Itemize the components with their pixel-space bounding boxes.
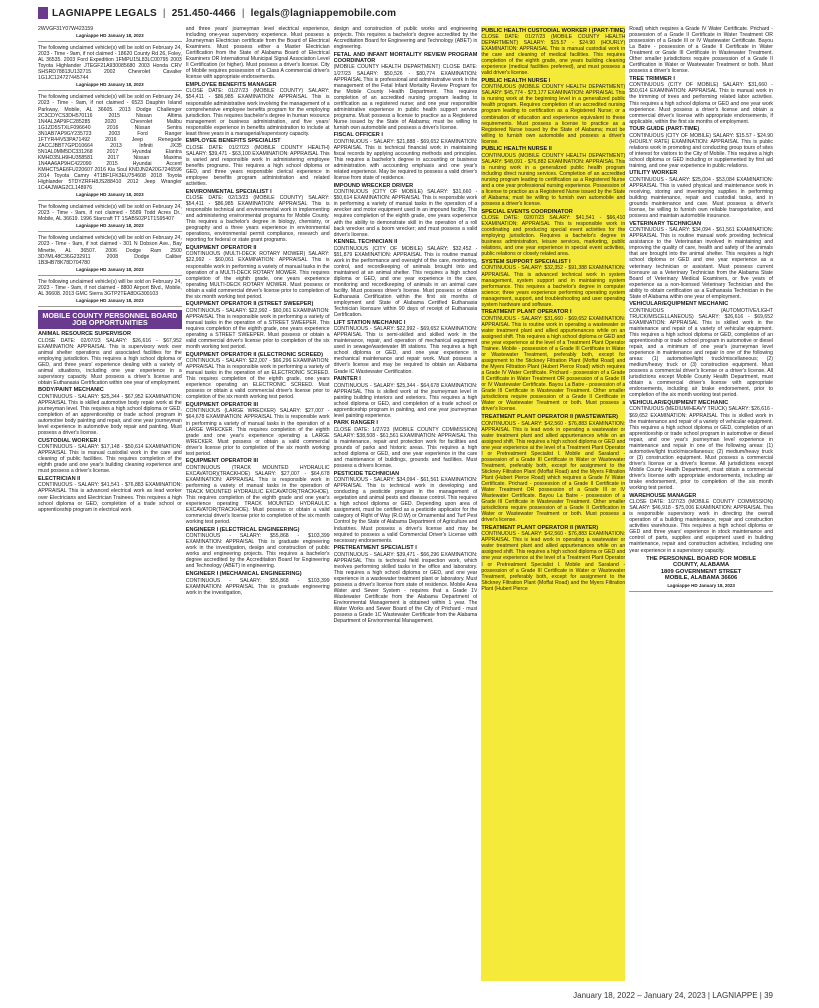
job-list (186, 82, 330, 596)
notice-credit: Lagniappe HD January 18, 2023 (38, 298, 182, 307)
job-description: CLOSE DATE: 02/13/23 (MOBILE COUNTY) SALARY: $54,411 - $86,985 EXAMINATION: APPRAISAL This is responsible technical and environmental work in implementing and administering environmental programs for Mobile County. This requires a bachelor's degree in biology, chemistry, or geography and a three years experience in environmental operations, environmental permit compliance, research and reporting for federal or state grant programs. (185, 195, 330, 244)
job-description: CONTINUOUS - SALARY: $21,888 - $69,652 EXAMINATION: APPRAISAL This is technical financial work in maintaining fiscal records by applying accounting methods and principles. This requires a bachelor's degree in accounting or business administration with accounting emphasis and one year's related experience. May be required to possess a valid driver's license from state of residence. (333, 138, 478, 182)
job-title: VEHICULAR/EQUIPMENT MECHANIC (629, 400, 729, 406)
masthead-section: LAGNIAPPE LEGALS (52, 7, 157, 19)
job-description: CLOSE DATE: 02/07/23 SALARY: $26,616 - $67,952 EXAMINATION: APPRAISAL This is supervisory work over animal shelter operations and associated facilities for the employing jurisdiction. This requires a high school diploma or GED, and three years' experience dealing with a variety of animal situations, including one year experience in a supervisory capacity. Must possess a driver's license and obtain Euthanasia Certification within one year of employment. (38, 337, 182, 386)
job-title: EQUIPMENT OPERATOR II (ELECTRONIC SCREED) (185, 351, 323, 358)
job-title: TREATMENT PLANT OPERATOR II (WASTEWATER) (481, 414, 619, 421)
notice-credit: Lagniappe HD January 18, 2023 (629, 583, 773, 592)
job-description: CONTINUOUS - SALARY: $31,660 - $69,652 EXAMINATION: APPRAISAL This is routine work in operating a wastewater or water treatment plant and allied appurtenances while on an assigned shift. This requires a high school diploma or GED and one year experience at the level of a Treatment Plant Operator Trainee. Mobile - possession of a Grade III Certificate in Water or Wastewater Treatment, preferably both, except for assignment to the Stickney Filtration Plant (Moffat Road) and the Myers Filtration Plant (Hubert Pierce Road) which requires a Grade IV Water Certificate. Prichard - possession of a Grade II Certificate in Water Treatment OR possession of a Grade III or IV Wastewater Certificate. Bayou La Batre - possession of a Grade III Certificate in Wastewater Treatment. Other smaller jurisdictions require possession of a Grade II Certificate in Water or Wastewater Treatment or both. Must possess a driver's license. (481, 315, 626, 413)
job-description: CLOSE DATE: 1/27/23 (MOBILE COUNTY COMMISSION) SALARY: $38,508 - $61,561 EXAMINATION: APPRAISAL This is maintenance, repair and protection work for facilities and grounds of parks and historic areas. This requires a high school diploma or GED, and one year experience in the care and maintenance of buildings, grounds and facilities. Must possess a drivers license. (333, 426, 478, 470)
masthead-email[interactable]: legals@lagniappemobile.com (250, 7, 397, 19)
job-title: ENGINEER I (ELECTRICAL ENGINEERING) (185, 526, 300, 533)
masthead-separator: | (241, 7, 245, 19)
legal-notices-columns (38, 26, 773, 981)
job-description: CONTINUOUS (MEDIUM/HEAVY TRUCK) SALARY: $26,616 - $69,652 EXAMINATION: APPRAISAL This is skilled work in the maintenance and repair of a variety of vehicular equipment. This requires a high school diploma or GED, completion of an apprenticeship or trade school program in automotive or diesel repair, and one year's journeyman level experience in maintenance and repair in one of the following areas: (1) automotive/light truck/miscellaneous; (2) medium/heavy truck or (3) construction equipment. Must possess a commercial driver's license or a driver's license. All jurisdictions except Mobile County Health Department, must obtain a commercial driver's license with appropriate endorsements, including air brake endorsement, prior to completion of the six month working test period. (629, 406, 773, 492)
notice-credit: Lagniappe HD January 18, 2023 (38, 223, 182, 232)
job-description: CONTINUOUS (CITY OF MOBILE) SALARY: $32,452 - $51,879 EXAMINATION: APPRAISAL This is routine manual work in the performance and oversight of the care, monitoring, control, and recordkeeping of animals brought into and maintained at an animal shelter. This requires a high school diploma or GED, and one year experience in the care, monitoring and recordkeeping of animals in an animal care facility. Must possess driver's license. Must possess or obtain Euthanasia Certification within the first six months of employment and State of Alabama Certified Euthanasia Technician licensure within 90 days of receipt of Euthanasia Certification. (333, 245, 478, 319)
job-description: CONTINUOUS (CITY OF MOBILE) SALARY: $15.57 - $24.90 (HOURLY RATE) EXAMINATION: APPRAISAL This is public relations work in promoting and conducting group tours of sites of interest for visitors to the City of Mobile. This requires a high school diploma or GED including or supplemented by first aid training, and one year experience in public relations. (629, 132, 773, 169)
job-description: CONTINUOUS - SALARY: $41,541 - $76,883 EXAMINATION: APPRAISAL This is advanced electrical work as lead worker over Electricians and Electrician Trainees. This requires a high school diploma or GED, completion of a trade school or apprenticeship program in electrical work (38, 482, 182, 513)
job-title: EQUIPMENT OPERATOR II (185, 244, 257, 251)
job-title: TREATMENT PLANT OPERATOR I (481, 309, 572, 316)
job-title: EQUIPMENT OPERATOR III (185, 401, 259, 408)
job-description: CONTINUOUS - SALARY: $22,992 - $60,061 EXAMINATION: APPRAISAL This is responsible work in performing a variety of manual tasks in the operation of a STREET SWEEPER. This requires completion of the eighth grade, one years experience operating a STREET SWEEPER. Must possess or obtain a valid commercial driver's license prior to completion of the six month working test period. (185, 307, 330, 351)
job-title: TREATMENT PLANT OPERATOR II (WATER) (481, 524, 599, 531)
vehicle-notice: The following unclaimed vehicle(s) will be sold on February 24, 2023 - Time - 9am, if not claimed - 301 N Dobson Ave., Bay Minette, AL 36507. 2006 Dodge Ram 2500 3D7ML48C36G232911 2008 Dodge Caliber 1B3HB78K78D704780 (38, 235, 182, 266)
column-3 (334, 26, 478, 981)
job-description: CONTINUOUS (MULTI-DECK ROTARY MOWER) SALARY: $22,992 - $60,061 EXAMINATION: APPRAISAL This is responsible work in performing a variety of manual tasks in the operation of a MULTI-DECK ROTARY MOWER. This requires completion of the eighth grade, one years experience operating MULTI-DECK ROTARY MOWER. Must possess or obtain a valid commercial driver's license prior to completion of the six month working test period. (185, 251, 330, 300)
job-description: CONTINUOUS - SALARY: $32,352 - $91,388 EXAMINATION: APPRAISAL This is advanced technical work in system management, system support and in maintaining system performance. This requires a bachelor's degree in computer science; three years experience performing operating system management, support, and troubleshooting and user operating system hardware and software. (481, 265, 626, 308)
column-lead-text: Road) which requires a Grade IV Water Certificate. Prichard - possession of a Grade II Certificate in Water Treatment OR possession of a Grade III or IV Wastewater Certificate. Bayou La Batre - possession of a Grade II Certificate in Water Treatment or Grade III Certificate in Wastewater Treatment. Other smaller jurisdictions require possession of a Grade II Certification in Water or Wastewater Treatment or both. Must possess a driver's license. (629, 26, 773, 75)
vehicle-notice: The following unclaimed vehicle(s) will be sold on February 24, 2023 - Time - 9am, if not claimed - 8800 Airport Blvd., Mobile, AL 36608. 2013 GMC Sierra 3GTP2TEA8DG300103 (38, 278, 182, 297)
vehicle-notices (38, 45, 182, 307)
column-lead-text: 2WVGF31Y07W423159 (38, 26, 94, 32)
job-description: CONTINUOUS - SALARY: $34,094 - $61,561 EXAMINATION: APPRAISAL This is routine manual work providing technical assistance to the Veterinarian involved in maintaining and improving the quality of care, health and safety of the animals that are brought into the animal shelter. This requires a high school diploma or GED and one year experience as a veterinary technician or assistant. Must possess current licensure as a Veterinary Technician from the Alabama State Board of Veterinary Medical Examiners, or five years of experience as a non-licensed Veterinary Technician and the ability to obtain certification as a Euthanasia Technician in the State of Alabama within one year of employment. (629, 227, 773, 300)
job-title: EMPLOYEE BENEFITS SPECIALIST (185, 138, 281, 145)
masthead (0, 0, 819, 26)
job-description: CONTINUOUS (CITY OF MOBILE) SALARY: $31,660 - $50,614 EXAMINATION: APPRAISAL This is responsible work in performing a variety of manual tasks in the operation of a wrecker and motor equipment used in an impound facility. This requires completion of the eighth grade, one years experience with the ability to demonstrate skill in the operation of a roll back wrecker and a boom wrecker; and must possess a valid driver's license. (333, 189, 478, 238)
job-title: EQUIPMENT OPERATOR III (185, 458, 259, 465)
job-title: TREE TRIMMER I (629, 75, 675, 82)
job-title: ANIMAL RESOURCE SUPERVISOR (38, 331, 132, 338)
job-description: CONTINUOUS - SALARY: $25,004 - $53,084 EXAMINATION: APPRAISAL This is varied physical and maintenance work in receiving, storing and inventorying supplies in performing building maintenance, repair and custodial tasks, and in grounds maintenance and care. Must possess a driver's license, be willing to furnish own reliable transportation, and possess and maintain automobile insurance. (629, 176, 773, 220)
personnel-board-banner: MOBILE COUNTY PERSONNEL BOARD JOB OPPORTUNITIES (38, 310, 182, 329)
job-list (38, 331, 182, 513)
job-description: CONTINUOUS - SALARY: $22,007 - $66,296 EXAMINATION: APPRAISAL This is responsible work in performing a variety of manual tasks in the operation of an ELECTRONIC SCREED. This requires completion of the eighth grade, one years experience operating an ELECTRONIC SCREED. Must possess or obtain a valid commercial driver's license prior to completion of the six month working test period. (185, 358, 330, 401)
job-title: PARK RANGER I (333, 420, 378, 427)
job-title: VEHICULAR/EQUIPMENT MECHANIC (629, 301, 729, 308)
job-title: EMPLOYEE BENEFITS MANAGER (185, 81, 277, 88)
job-list (629, 76, 773, 554)
page-footer: January 18, 2022 – January 24, 2023 | LAGNIAPPE | 39 (573, 991, 773, 1000)
job-title: ENVIRONMENTAL SPECIALIST I (185, 188, 272, 195)
notice-credit: Lagniappe HD January 18, 2023 (38, 33, 182, 42)
job-description: CONTINUOUS (CITY OF MOBILE) SALARY: $31,660 - $50,614 EXAMINATION: APPRAISAL This is manual work in the trimming of trees and performing related labor activities. This requires a high school diploma or GED and one year work experience. Must possess a driver's license and obtain a commercial driver's license with appropriate endorsements, if applicable, within the first six months of employment. (629, 82, 773, 125)
masthead-separator: | (162, 7, 166, 19)
job-description: CONTINUOUS - SALARY: $42,560 - $76,883 EXAMINATION: APPRAISAL This is lead work in operating a wastewater or water treatment plant and allied appurtenances while on an assigned shift. This requires a high school diploma or GED and one year experience at the level of a Treatment Plant Operator I or Pretreatment Specialist I. Mobile and Saraland - possession of a Grade III Certificate in Water or Wastewater Treatment, preferably both, except for assignment to the Stickney Filtration Plant (Moffat Road) and the Myers Filtration Plant (Hubert Pierce Road) which requires a Grade IV Water Certificate. Prichard - possession of a Grade II Certificate in Water Treatment OR possession of a Grade III or IV Wastewater Certificate. Bayou La Batre - possession of a Grade III Certificate in Wastewater Treatment. Other smaller jurisdictions require possession of a Grade II Certification in Water or Wastewater Treatment or both. Must possess a driver's license. (481, 420, 626, 524)
job-description: CLOSE DATE: 01/27/23 (MOBILE COUNTY HEALTH) SALARY: $39,471 - $63,100 EXAMINATION: APPRAISAL This is varied and responsible work in administering employee benefits programs. This requires a high school diploma or GED, and three years responsible clerical experience in employee benefits program administration and related activities. (185, 144, 330, 188)
job-description: CONTINUOUS (MOBILE COUNTY HEALTH DEPARTMENT) SALARY: $45,774 - $73,177 EXAMINATION: APPRAISAL This is nursing work at the beginning level in a generalized public health program. Requires completion of an accredited nursing program leading to certification as a Registered Nurse; or a combination of education and experience equivalent to these requirements. Must possess a license to practice as a Registered Nurse issued by the State of Alabama; must be willing to furnish own automobile and possess a driver's license. (481, 84, 626, 145)
job-description: CONTINUOUS - SALARY: $25,344 - $64,678 EXAMINATION: APPRAISAL This is skilled work at the journeyman level in painting building interiors and exteriors. This requires a high school diploma or GED, and completion of a trade school or apprenticeship program in painting, and one year journeyman level painting experience. (333, 382, 478, 419)
job-title: PUBLIC HEALTH CUSTODIAL WORKER I (PART-TIME) (481, 27, 626, 34)
job-title: SPECIAL EVENTS COORDINATOR (481, 208, 573, 215)
job-description: CLOSE DATE: 1/27/23 (MOBILE COUNTY COMMISSION) SALARY: $46,918 - $75,006 EXAMINATION: APPRAISAL This is responsible supervisory work in directing the overall operation of a building maintenance, repair and construction activities warehouse. This requires a high school diploma or GED and three years' experience in stock maintenance and control of parts, supplies and equipment used in building maintenance, repair and construction activities, including one year experience in a supervisory capacity. (629, 499, 773, 554)
column-5 (629, 26, 773, 981)
job-title: PUBLIC HEALTH NURSE I (481, 77, 551, 84)
job-description: CLOSE DATE: 02/07/23 SALARY: $41,541 - $66,410 EXAMINATION: APPRAISAL This is responsible work in coordinating and producing special event activities for the employing jurisdiction. Requires a bachelor's degree in business administration, leisure services, marketing, public relations, and one year experience in special event activities, public relations or closely related area. (481, 215, 626, 258)
job-description: CONTINUOUS - SALARY: $55,868 - $103,399 EXAMINATION: APPRAISAL This is graduate engineering work in the investigation, (185, 577, 330, 596)
job-description: (MOBILE COUNTY HEALTH DEPARTMENT) CLOSE DATE: 1/27/23 SALARY: $50,526 - $80,774 EXAMINATION: APPRAISAL This is professional and administrative work in the management of the Fetal Infant Mortality Review Program for the Mobile County Health Department. This requires completion of an accredited nursing program leading to certification as a registered nurse; and one year responsible administrative experience in public health support service programs. Must possess a license to practice as a Registered Nurse issued by the State of Alabama; must be willing to furnish own automobile and possess a driver's license. (333, 64, 478, 131)
signoff-line: COUNTY, ALABAMA (673, 562, 730, 569)
job-description: CLOSE DATE: 01/27/23 (MOBILE COUNTY HEALTH DEPARTMENT) SALARY: $15.57 - $24.90 (HOURLY) EXAMINATION: APPRAISAL This is manual custodial work in the care and cleaning of medical facilities. This requires completion of the eighth grade, one years building cleaning experience (medical facilities preferred), and must possess a valid driver's license. (481, 33, 626, 77)
job-title: PRETREATMENT SPECIALIST I (333, 545, 417, 552)
signoff-line: 1809 GOVERNMENT STREET (660, 568, 742, 575)
job-title: EQUIPMENT OPERATOR II (STREET SWEEPER) (185, 301, 314, 308)
job-list (481, 28, 625, 592)
personnel-board-signoff (629, 556, 773, 582)
notice-credit: Lagniappe HD January 18, 2023 (38, 267, 182, 276)
job-title: IMPOUND WRECKER DRIVER (333, 182, 414, 189)
job-title: PUBLIC HEALTH NURSE II (481, 146, 552, 153)
notice-credit: Lagniappe HD January 18, 2023 (38, 82, 182, 91)
signoff-line: THE PERSONNEL BOARD FOR MOBILE (646, 555, 757, 562)
job-description: CONTINUOUS - SALARY: $55,868 - $103,399 EXAMINATION: APPRAISAL This is graduate engineering work in the investigation, design and construction of public works and engineering projects. This requires a bachelor's degree accredited by the Accreditation Board for Engineering and Technology (ABET) in engineering. (185, 533, 330, 570)
vehicle-notice: The following unclaimed vehicle(s) will be sold on February 24, 2023 - Time - 9am, if not claimed - 6523 Dauphin Island Parkway, Mobile, AL 36605. 2013 Dodge Challenger 2C3CDYCS3DH570116 2015 Nissan Altima 1N4AL3AP9FC285285 2020 Chevrolet Malibu 1G1ZD5STXLF096640 2016 Nissan Sentra 3N1AB7AP9GY235723 2003 Ford Ranger 1FTYR44V53PA71492 2016 Jeep Renegade ZACCJBBT7GPD10664 2013 Infiniti JX35 5N1AL0MM5DC331268 2017 Hyundai Elantra KMHD35LH9HU358581 2017 Nissan Maxima 1N4AA6AP9HC422090 2015 Hyundai Accent KMHCT5AE6FU220607 2016 Kia Soul KNDJN2A20G7246596 2014 Toyota Camry 4T1BF1FK3EU754608 2018 Toyota Highlander 5TDYZRFH8JS288410 2012 Jeep Wrangler 1C4AJWAG2CL148976 (38, 94, 182, 192)
signoff-line: MOBILE, ALABAMA 36606 (664, 575, 738, 582)
job-description: CONTINUOUS - SALARY: $22,992 - $69,652 EXAMINATION: APPRAISAL This is semi-skilled and skilled work in the maintenance, repair, and operation of mechanical equipment used in sewage/wastewater lift stations. This requires a high school diploma or GED, and one year experience in mechanical maintenance and repair work. Must possess a driver's license and may be required to obtain an Alabama Grade IC Wastewater Certification. (333, 326, 478, 375)
vehicle-notice: The following unclaimed vehicle(s) will be sold on February 24, 2023 - Time - 9am, if not claimed - 5589 Todd Acres Dr., Mobile, AL 36619. 1996 Starcraft TT 1SABS02P1T1S95407 (38, 204, 182, 223)
notice-credit: Lagniappe HD January 18, 2023 (38, 192, 182, 201)
job-title: WAREHOUSE MANAGER (629, 492, 697, 499)
job-title: CUSTODIAL WORKER I (38, 437, 101, 444)
masthead-phone: 251.450-4466 (171, 7, 236, 19)
column-4-highlighted (481, 26, 625, 981)
job-title: LIFT STATION MECHANIC I (333, 319, 406, 326)
column-2 (186, 26, 330, 981)
job-title: FETAL AND INFANT MORTALITY REVIEW PROGRAM COORDINATOR (333, 51, 478, 64)
job-title: KENNEL TECHNICIAN II (333, 239, 398, 246)
job-list (334, 52, 478, 625)
column-lead-text: design and construction of public works and engineering projects. This requires a bachelor's degree accredited by the Accreditation Board for Engineering and Technology (ABET) in engineering. (333, 26, 478, 51)
job-description: CONTINUOUS - SALARY: $39,471 - $66,296 EXAMINATION: APPRAISAL This is technical field inspection work, which involves performing skilled tasks in the office and laboratory. This requires a high school diploma or GED, and one year experience in a wastewater treatment plant or laboratory. Must possess a driver's license from state of residence. Mobile Area Water and Sewer System - requires that a Grade 1V Wastewater Certificate from the Alabama Department of Environmental Management is obtained within 1 year. The Water Works and Sewer Board of the City of Prichard - must possess a Grade 1C Wastewater Certificate from the Alabama Department of Environmental Management. (333, 551, 478, 625)
job-description: CLOSE DATE: 01/27/23 (MOBILE COUNTY) SALARY: $54,411 - $86,985 EXAMINATION: APPRAISAL This is responsible administrative work involving the management of a comprehensive employee benefits program for the employing jurisdiction. This requires bachelor's degree in human resource management or business administration, and five years' responsible experience in benefits administration to include at least three years in a managerial/supervisory capacity. (185, 88, 330, 137)
job-title: PESTICIDE TECHNICIAN (333, 470, 400, 477)
column-lead-text: and three years' journeyman level electrical experience, including one-year supervisory experience. Must possess a Journeyman Electrician certificate from the Board of Electrical Examiners. Must possess either a Master Electrician Certification from the State of Alabama Board of Electrical Examiners OR International Municipal Signal Association Level II Certification (or higher). Must possess a driver's license. City of Mobile requires possession of a Class A commercial driver's license with appropriate endorsements. (185, 26, 330, 81)
job-description: CONTINUOUS (MOBILE COUNTY HEALTH DEPARTMENT) SALARY: $48,091 - $76,882 EXAMINATION: APPRAISAL This is nursing work in a generalized public health program including direct nursing services. Completion of an accredited nursing program leading to certification as a Registered Nurse and a one year professional nursing experience. Possession of a license to practice as a Registered Nurse issued by the State of Alabama; must be willing to furnish own automobile and possess a driver's license. (481, 152, 626, 208)
job-title: BODY/PAINT MECHANIC (38, 387, 104, 394)
job-title: VETERINARY TECHNICIAN (629, 220, 701, 227)
job-title: SYSTEM SUPPORT SPECIALIST I (481, 258, 571, 265)
job-title: ELECTRICIAN II (38, 475, 81, 482)
job-title: UTILITY WORKER (629, 170, 678, 177)
job-description: CONTINUOUS - SALARY: $17,148 - $50,614 EXAMINATION: APPRAISAL This is manual custodial work in the care and cleaning of public facilities. This requires completion of the eighth grade and one year's building cleaning experience and must possess a driver's license. (38, 444, 182, 475)
job-title: ENGINEER I (MECHANICAL ENGINEERING) (185, 571, 302, 578)
job-title: PAINTER I (333, 376, 361, 383)
column-1 (38, 26, 182, 981)
section-mark-icon (38, 7, 48, 19)
job-title: FISCAL OFFICER I (333, 132, 383, 139)
job-description: CONTINUOUS - SALARY: $25,344 - $67,952 EXAMINATION: APPRAISAL This is skilled automotive body repair work at the journeyman level. This requires a high school diploma or GED, completion of an apprenticeship or trade school program in automotive body painting and repair, and one year journeyman level experience in automotive body repair and painting. Must possess a driver's license. (38, 393, 182, 437)
job-description: CONTINUOUS (TRACK MOUNTED HYDRAULIC EXCAVATOR)(TRACKHOE) SALARY: $27,007 - $64,678 EXAMINATION: APPRAISAL This is responsible work in performing a variety of manual tasks in the operation of TRACK MOUNTED HYDRAULIC EXCAVATOR(TRACKHOE). This requires completion of the eighth grade and one year's experience operating TRACK MOUNTED HYDRAULIC EXCAVATOR(TRACKHOE). Must possess or obtain a valid commercial driver's license prior to completion of the six month working test period. (185, 464, 330, 526)
job-description: CONTINUOUS - SALARY: $42,560 - $76,883 EXAMINATION: APPRAISAL This is lead work in operating a wastewater or water treatment plant and allied appurtenances while on an assigned shift. This requires a high school diploma or GED and one year experience at the level of a Treatment Plant Operator I or Pretreatment Specialist I. Mobile and Saraland - possession of a Grade III Certificate in Water or Wastewater Treatment, preferably both, except for assignment to the Stickney Filtration Plant (Moffat Road) and the Myers Filtration Plant (Hubert Pierce (481, 531, 626, 592)
job-description: CONTINUOUS - SALARY: $34,094 - $61,561 EXAMINATION: APPRAISAL This is technical work in developing and conducting a pesticide program in the management of vegetation and animal pests and disease control. This requires a high school diploma or GED. Depending upon area of assignment, must be certified as a pesticide applicator for the category of Right of Way (R.O.W) or Ornamental and Turf Pest Control by the State of Alabama Department of Agriculture and Industries. Must possess a driver's license and may be required to possess a valid Commercial Driver's License with necessary endorsements. (333, 477, 478, 544)
job-description: CONTINUOUS (LARGE WRECKER) SALARY: $27,007 - $64,678 EXAMINATION: APPRAISAL This is responsible work in performing a variety of manual tasks in the operation of a LARGE WRECKER. This requires completion of the eighth grade and one year's experience operating a LARGE WRECKER. Must possess or obtain a valid commercial driver's license prior to completion of the six month working test period. (185, 408, 330, 457)
job-description: CONTINUOUS (AUTOMOTIVE/LIGHT TRUCK/MISCELLANEOUS) SALARY: $26,616 - $69,652 EXAMINATION: APPRAISAL This is skilled work in the maintenance and repair of a variety of vehicular equipment. This requires a high school diploma or GED, completion of an apprenticeship or trade school program in automotive or diesel repair, and a minimum of one year's journeyman level experience in maintenance and repair in one of the following areas: (1) automotive/light truck/miscellaneous; (2) medium/heavy truck or (3) construction equipment. Must possess a commercial driver's license or a driver's license. All jurisdictions except Mobile County Health Department, must obtain a commercial driver's license with appropriate endorsements, including air brake endorsement, prior to completion of the six month working test period. (629, 307, 773, 399)
vehicle-notice: The following unclaimed vehicle(s) will be sold on February 24, 2023 - Time - 9am, if not claimed - 18620 County Rd 26, Foley, AL 36535. 2003 Ford Expedition 1FMPU15L83LC00795 2003 Toyota Highlander JTEGF21A930085680 2003 Honda CRV SHSRD78813U132715 2002 Chevrolet Cavalier 1G1JC124727445744 (38, 45, 182, 82)
job-title: TOUR GUIDE (PART-TIME) (629, 126, 700, 133)
